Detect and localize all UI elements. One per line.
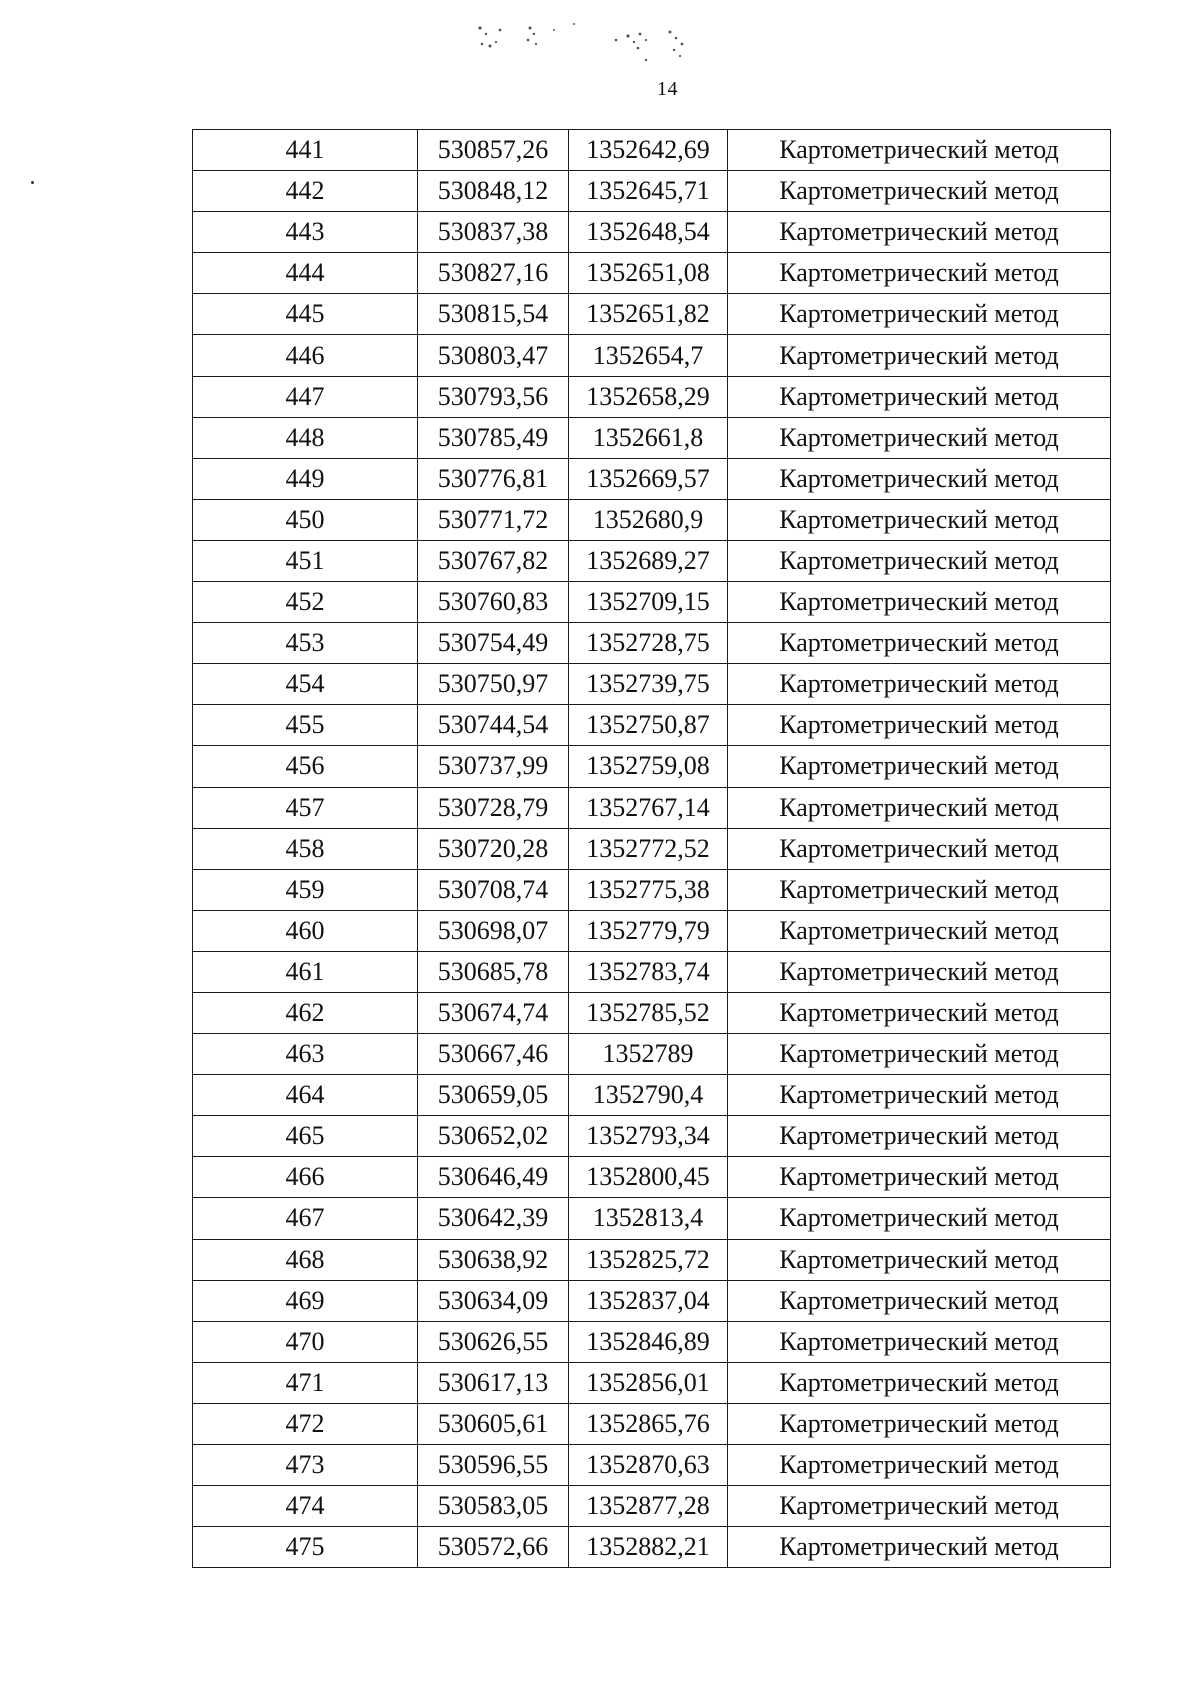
table-row — [193, 1527, 1111, 1568]
point-number-cell: 469 — [193, 1280, 418, 1321]
point-number-cell: 472 — [193, 1403, 418, 1444]
x-coordinate-cell: 530596,55 — [418, 1445, 569, 1486]
point-number-cell: 456 — [193, 746, 418, 787]
x-coordinate-cell: 530652,02 — [418, 1116, 569, 1157]
y-coordinate-cell: 1352750,87 — [569, 705, 728, 746]
point-number-cell: 454 — [193, 664, 418, 705]
method-cell: Картометрический метод — [728, 951, 1111, 992]
method-cell: Картометрический метод — [728, 869, 1111, 910]
table-row — [193, 1034, 1111, 1075]
table-row — [193, 992, 1111, 1033]
x-coordinate-cell: 530750,97 — [418, 664, 569, 705]
method-cell: Картометрический метод — [728, 1362, 1111, 1403]
y-coordinate-cell: 1352645,71 — [569, 171, 728, 212]
table-row — [193, 1321, 1111, 1362]
point-number-cell: 459 — [193, 869, 418, 910]
x-coordinate-cell: 530737,99 — [418, 746, 569, 787]
point-number-cell: 449 — [193, 458, 418, 499]
point-number-cell: 463 — [193, 1034, 418, 1075]
method-cell: Картометрический метод — [728, 705, 1111, 746]
method-cell: Картометрический метод — [728, 1445, 1111, 1486]
table-row — [193, 910, 1111, 951]
method-cell: Картометрический метод — [728, 212, 1111, 253]
point-number-cell: 465 — [193, 1116, 418, 1157]
method-cell: Картометрический метод — [728, 746, 1111, 787]
x-coordinate-cell: 530642,39 — [418, 1198, 569, 1239]
y-coordinate-cell: 1352785,52 — [569, 992, 728, 1033]
x-coordinate-cell: 530708,74 — [418, 869, 569, 910]
table-row — [193, 540, 1111, 581]
x-coordinate-cell: 530572,66 — [418, 1527, 569, 1568]
y-coordinate-cell: 1352882,21 — [569, 1527, 728, 1568]
x-coordinate-cell: 530685,78 — [418, 951, 569, 992]
point-number-cell: 450 — [193, 499, 418, 540]
point-number-cell: 460 — [193, 910, 418, 951]
y-coordinate-cell: 1352661,8 — [569, 417, 728, 458]
y-coordinate-cell: 1352728,75 — [569, 623, 728, 664]
y-coordinate-cell: 1352642,69 — [569, 130, 728, 171]
method-cell: Картометрический метод — [728, 582, 1111, 623]
x-coordinate-cell: 530646,49 — [418, 1157, 569, 1198]
table-row — [193, 376, 1111, 417]
method-cell: Картометрический метод — [728, 664, 1111, 705]
y-coordinate-cell: 1352689,27 — [569, 540, 728, 581]
point-number-cell: 464 — [193, 1075, 418, 1116]
x-coordinate-cell: 530815,54 — [418, 294, 569, 335]
point-number-cell: 445 — [193, 294, 418, 335]
method-cell: Картометрический метод — [728, 910, 1111, 951]
y-coordinate-cell: 1352680,9 — [569, 499, 728, 540]
x-coordinate-cell: 530776,81 — [418, 458, 569, 499]
method-cell: Картометрический метод — [728, 828, 1111, 869]
point-number-cell: 467 — [193, 1198, 418, 1239]
x-coordinate-cell: 530827,16 — [418, 253, 569, 294]
y-coordinate-cell: 1352865,76 — [569, 1403, 728, 1444]
method-cell: Картометрический метод — [728, 335, 1111, 376]
method-cell: Картометрический метод — [728, 992, 1111, 1033]
y-coordinate-cell: 1352800,45 — [569, 1157, 728, 1198]
y-coordinate-cell: 1352813,4 — [569, 1198, 728, 1239]
point-number-cell: 474 — [193, 1486, 418, 1527]
point-number-cell: 475 — [193, 1527, 418, 1568]
y-coordinate-cell: 1352783,74 — [569, 951, 728, 992]
point-number-cell: 458 — [193, 828, 418, 869]
point-number-cell: 466 — [193, 1157, 418, 1198]
method-cell: Картометрический метод — [728, 1486, 1111, 1527]
point-number-cell: 462 — [193, 992, 418, 1033]
table-row — [193, 1445, 1111, 1486]
x-coordinate-cell: 530771,72 — [418, 499, 569, 540]
table-row — [193, 746, 1111, 787]
x-coordinate-cell: 530754,49 — [418, 623, 569, 664]
x-coordinate-cell: 530634,09 — [418, 1280, 569, 1321]
method-cell: Картометрический метод — [728, 787, 1111, 828]
y-coordinate-cell: 1352767,14 — [569, 787, 728, 828]
method-cell: Картометрический метод — [728, 1034, 1111, 1075]
y-coordinate-cell: 1352669,57 — [569, 458, 728, 499]
x-coordinate-cell: 530667,46 — [418, 1034, 569, 1075]
table-row — [193, 1239, 1111, 1280]
method-cell: Картометрический метод — [728, 1116, 1111, 1157]
point-number-cell: 448 — [193, 417, 418, 458]
y-coordinate-cell: 1352709,15 — [569, 582, 728, 623]
point-number-cell: 447 — [193, 376, 418, 417]
point-number-cell: 443 — [193, 212, 418, 253]
point-number-cell: 446 — [193, 335, 418, 376]
scan-speck — [31, 181, 34, 184]
page-number: 14 — [657, 78, 678, 100]
table-row — [193, 335, 1111, 376]
method-cell: Картометрический метод — [728, 253, 1111, 294]
method-cell: Картометрический метод — [728, 1198, 1111, 1239]
method-cell: Картометрический метод — [728, 499, 1111, 540]
method-cell: Картометрический метод — [728, 171, 1111, 212]
y-coordinate-cell: 1352837,04 — [569, 1280, 728, 1321]
table-row — [193, 417, 1111, 458]
table-row — [193, 212, 1111, 253]
method-cell: Картометрический метод — [728, 1527, 1111, 1568]
point-number-cell: 471 — [193, 1362, 418, 1403]
table-row — [193, 828, 1111, 869]
x-coordinate-cell: 530857,26 — [418, 130, 569, 171]
table-row — [193, 1280, 1111, 1321]
point-number-cell: 455 — [193, 705, 418, 746]
x-coordinate-cell: 530720,28 — [418, 828, 569, 869]
x-coordinate-cell: 530744,54 — [418, 705, 569, 746]
table-row — [193, 951, 1111, 992]
point-number-cell: 461 — [193, 951, 418, 992]
y-coordinate-cell: 1352793,34 — [569, 1116, 728, 1157]
x-coordinate-cell: 530605,61 — [418, 1403, 569, 1444]
point-number-cell: 468 — [193, 1239, 418, 1280]
y-coordinate-cell: 1352870,63 — [569, 1445, 728, 1486]
table-row — [193, 869, 1111, 910]
table-row — [193, 1403, 1111, 1444]
table-row — [193, 1362, 1111, 1403]
point-number-cell: 452 — [193, 582, 418, 623]
y-coordinate-cell: 1352856,01 — [569, 1362, 728, 1403]
y-coordinate-cell: 1352739,75 — [569, 664, 728, 705]
y-coordinate-cell: 1352790,4 — [569, 1075, 728, 1116]
point-number-cell: 451 — [193, 540, 418, 581]
point-number-cell: 473 — [193, 1445, 418, 1486]
y-coordinate-cell: 1352846,89 — [569, 1321, 728, 1362]
point-number-cell: 457 — [193, 787, 418, 828]
method-cell: Картометрический метод — [728, 294, 1111, 335]
x-coordinate-cell: 530617,13 — [418, 1362, 569, 1403]
method-cell: Картометрический метод — [728, 540, 1111, 581]
point-number-cell: 442 — [193, 171, 418, 212]
x-coordinate-cell: 530793,56 — [418, 376, 569, 417]
x-coordinate-cell: 530767,82 — [418, 540, 569, 581]
method-cell: Картометрический метод — [728, 1239, 1111, 1280]
coordinates-table-body — [193, 130, 1111, 1568]
method-cell: Картометрический метод — [728, 130, 1111, 171]
table-row — [193, 664, 1111, 705]
method-cell: Картометрический метод — [728, 1157, 1111, 1198]
x-coordinate-cell: 530803,47 — [418, 335, 569, 376]
table-row — [193, 294, 1111, 335]
y-coordinate-cell: 1352654,7 — [569, 335, 728, 376]
y-coordinate-cell: 1352877,28 — [569, 1486, 728, 1527]
table-row — [193, 130, 1111, 171]
table-row — [193, 1116, 1111, 1157]
method-cell: Картометрический метод — [728, 623, 1111, 664]
method-cell: Картометрический метод — [728, 1321, 1111, 1362]
x-coordinate-cell: 530583,05 — [418, 1486, 569, 1527]
method-cell: Картометрический метод — [728, 1403, 1111, 1444]
table-row — [193, 1075, 1111, 1116]
y-coordinate-cell: 1352789 — [569, 1034, 728, 1075]
x-coordinate-cell: 530785,49 — [418, 417, 569, 458]
point-number-cell: 444 — [193, 253, 418, 294]
y-coordinate-cell: 1352772,52 — [569, 828, 728, 869]
scan-noise-marks — [470, 18, 730, 68]
y-coordinate-cell: 1352651,08 — [569, 253, 728, 294]
x-coordinate-cell: 530848,12 — [418, 171, 569, 212]
x-coordinate-cell: 530626,55 — [418, 1321, 569, 1362]
point-number-cell: 453 — [193, 623, 418, 664]
table-row — [193, 623, 1111, 664]
y-coordinate-cell: 1352648,54 — [569, 212, 728, 253]
point-number-cell: 441 — [193, 130, 418, 171]
method-cell: Картометрический метод — [728, 417, 1111, 458]
x-coordinate-cell: 530837,38 — [418, 212, 569, 253]
y-coordinate-cell: 1352825,72 — [569, 1239, 728, 1280]
x-coordinate-cell: 530674,74 — [418, 992, 569, 1033]
x-coordinate-cell: 530659,05 — [418, 1075, 569, 1116]
method-cell: Картометрический метод — [728, 1280, 1111, 1321]
point-number-cell: 470 — [193, 1321, 418, 1362]
table-row — [193, 1157, 1111, 1198]
y-coordinate-cell: 1352651,82 — [569, 294, 728, 335]
method-cell: Картометрический метод — [728, 458, 1111, 499]
y-coordinate-cell: 1352775,38 — [569, 869, 728, 910]
table-row — [193, 705, 1111, 746]
table-row — [193, 1198, 1111, 1239]
table-row — [193, 582, 1111, 623]
table-row — [193, 171, 1111, 212]
method-cell: Картометрический метод — [728, 1075, 1111, 1116]
x-coordinate-cell: 530728,79 — [418, 787, 569, 828]
table-row — [193, 499, 1111, 540]
table-row — [193, 458, 1111, 499]
table-row — [193, 787, 1111, 828]
x-coordinate-cell: 530698,07 — [418, 910, 569, 951]
method-cell: Картометрический метод — [728, 376, 1111, 417]
x-coordinate-cell: 530638,92 — [418, 1239, 569, 1280]
table-row — [193, 1486, 1111, 1527]
table-row — [193, 253, 1111, 294]
y-coordinate-cell: 1352779,79 — [569, 910, 728, 951]
x-coordinate-cell: 530760,83 — [418, 582, 569, 623]
coordinates-table — [192, 129, 1111, 1568]
y-coordinate-cell: 1352759,08 — [569, 746, 728, 787]
y-coordinate-cell: 1352658,29 — [569, 376, 728, 417]
